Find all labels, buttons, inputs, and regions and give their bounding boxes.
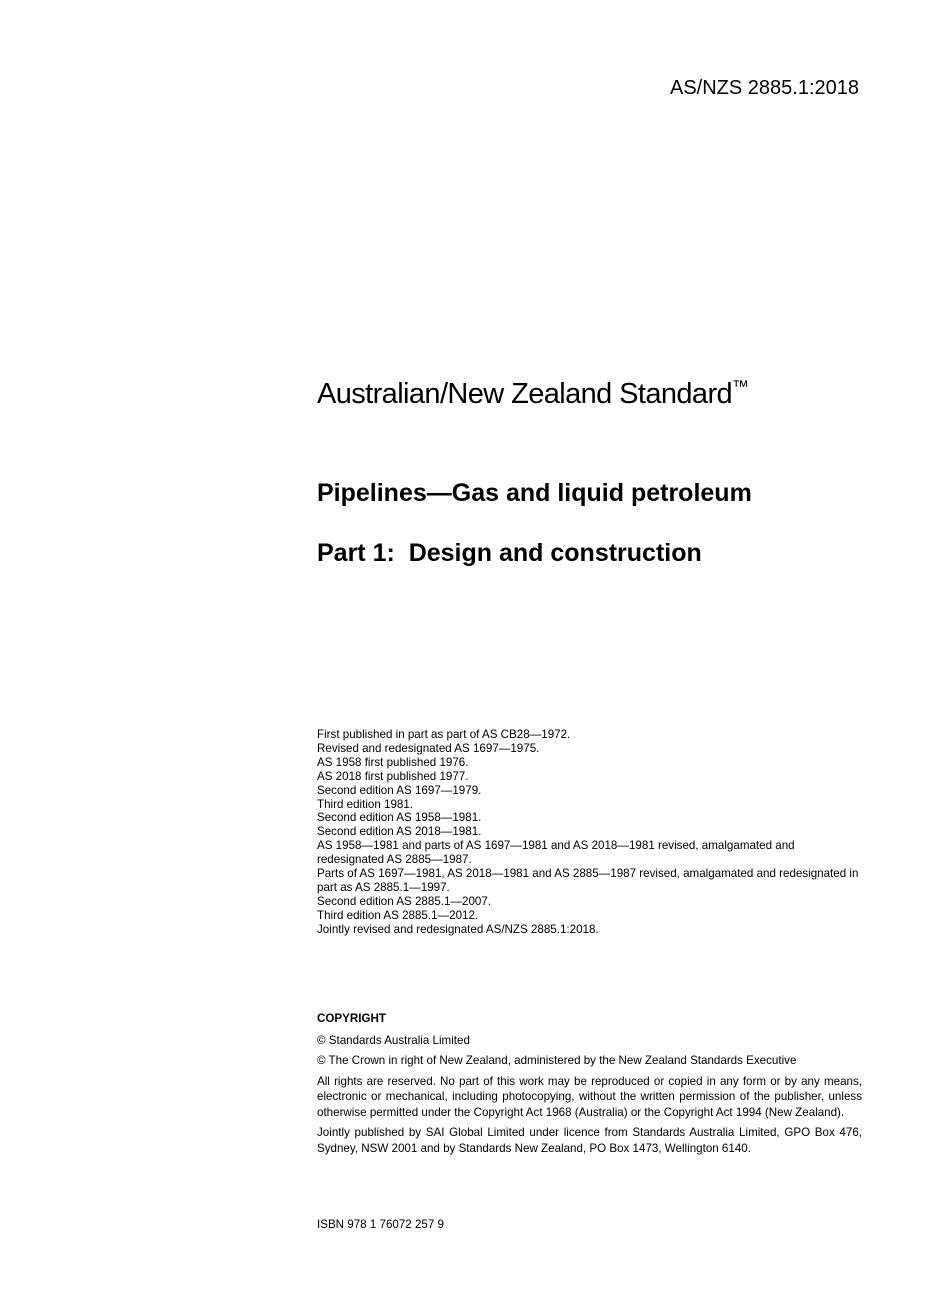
standard-type-text: Australian/New Zealand Standard [317,378,733,410]
copyright-publisher-statement: Jointly published by SAI Global Limited under licence from Standards Australia Limited, GPO Box 476, Sydney, NSW 2001 and by Standards New Zealand, PO Box 1473, Wellington 6140. [317,1126,862,1155]
history-entry: Third edition 1981. [317,797,414,811]
history-entry: Jointly revised and redesignated AS/NZS 2885.1:2018. [317,922,599,936]
copyright-rights-statement: All rights are reserved. No part of this work may be reproduced or copied in any form or by any means, electronic or mechanical, including photocopying, without the written permission of the publisher, unless otherwise permitted under the Copyright Act 1968 (Australia) or the Copyright Act 1994 (New Zealand). [317,1074,862,1119]
history-entry: Second edition AS 1697—1979. [317,783,482,797]
document-title: Pipelines—Gas and liquid petroleum [317,479,752,507]
history-entry: AS 1958 first published 1976. [317,755,469,769]
document-part-title: Part 1: Design and construction [317,539,702,567]
copyright-heading: COPYRIGHT [317,1012,386,1025]
isbn: ISBN 978 1 76072 257 9 [317,1218,444,1231]
standard-number: AS/NZS 2885.1:2018 [669,77,859,99]
trademark-symbol: ™ [732,377,749,396]
history-entry: Second edition AS 1958—1981. [317,811,482,825]
copyright-owner-new-zealand: © The Crown in right of New Zealand, administered by the New Zealand Standards Executive [317,1054,797,1067]
history-entry: Second edition AS 2018—1981. [317,825,482,839]
history-entry: Parts of AS 1697—1981, AS 2018—1981 and AS 2885—1987 revised, amalgamated and redesignated in part as AS 2885.1—1997. [317,867,859,894]
publication-history [317,728,862,937]
history-entry: AS 1958—1981 and parts of AS 1697—1981 and AS 2018—1981 revised, amalgamated and redesignated AS 2885—1987. [317,839,795,867]
history-entry: Revised and redesignated AS 1697—1975. [317,741,540,755]
history-entry: AS 2018 first published 1977. [317,769,469,783]
standard-type-heading [317,377,748,411]
history-entry: Third edition AS 2885.1—2012. [317,908,479,922]
history-entry: First published in part as part of AS CB28—1972. [317,728,571,741]
copyright-owner-australia: © Standards Australia Limited [317,1033,470,1047]
history-entry: Second edition AS 2885.1—2007. [317,894,492,908]
copyright-section [317,1011,862,1161]
